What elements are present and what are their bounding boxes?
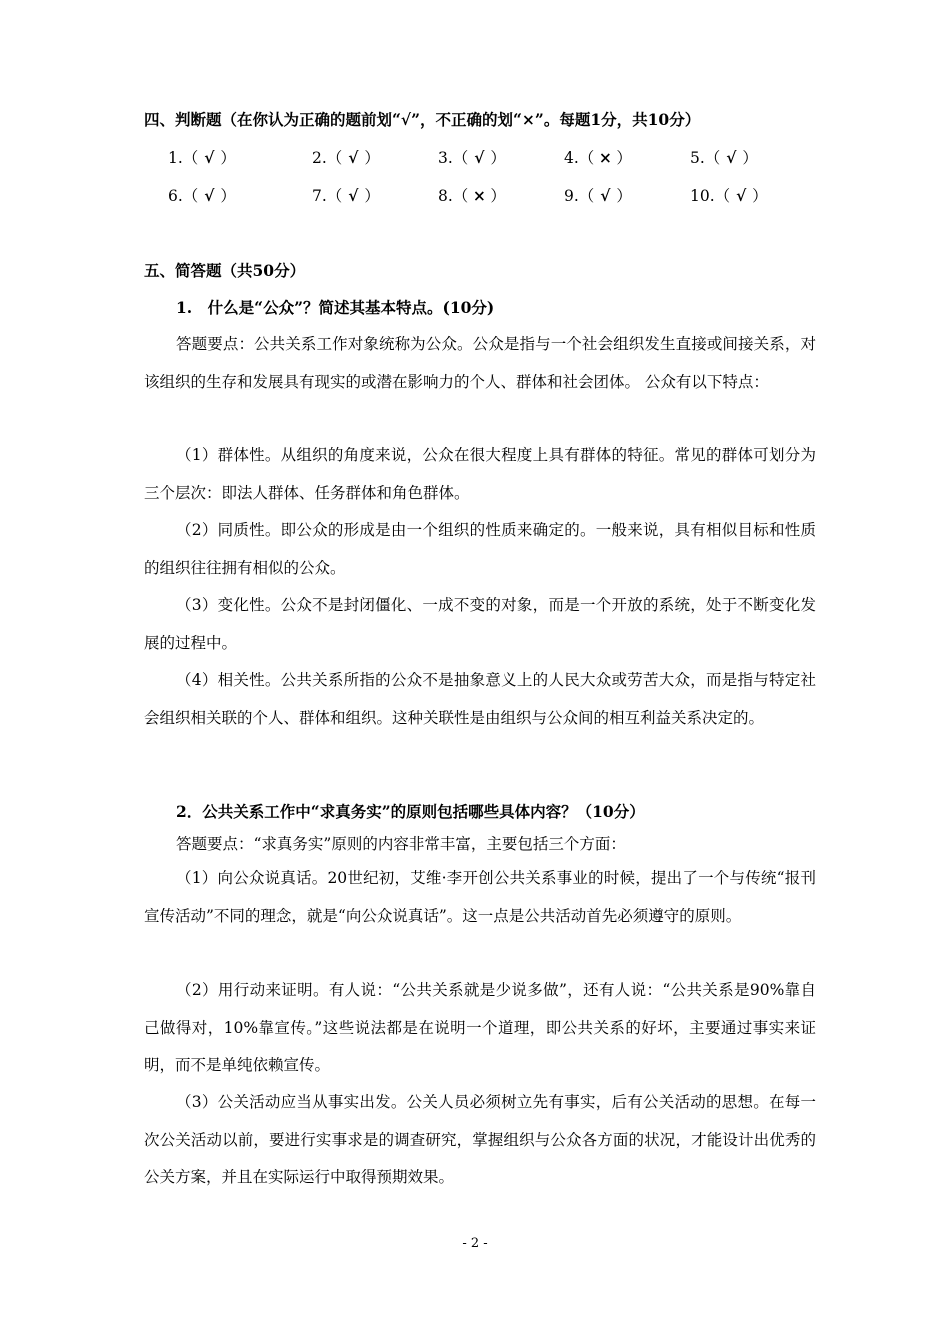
answer-item: 4.（ × ） [564, 148, 632, 167]
answer-item: 6.（ √ ） [168, 186, 236, 205]
section4-title: 四、判断题（在你认为正确的题前划“√”，不正确的划“×”。每题1分，共10分） [144, 110, 701, 129]
answer-item: 7.（ √ ） [312, 186, 380, 205]
q2-point-3: （3）公关活动应当从事实出发。公关人员必须树立先有事实，后有公关活动的思想。在每一次公关活动以前，要进行实事求是的调查研究，掌握组织与公众各方面的状况，才能设计出优秀的公关方案，并且在实际运行中取得预期效果。 [144, 1093, 816, 1186]
answer-number: 7. [312, 187, 327, 205]
q2-point-1: （1）向公众说真话。20世纪初，艾维·李开创公共关系事业的时候，提出了一个与传统“报刊宣传活动”不同的理念，就是“向公众说真话”。这一点是公共活动首先必须遵守的原则。 [144, 869, 816, 925]
answer-item: 2.（ √ ） [312, 148, 380, 167]
answer-number: 6. [168, 187, 183, 205]
answer-mark: × [598, 148, 612, 167]
answer-number: 1. [168, 149, 183, 167]
answer-mark: √ [736, 186, 747, 205]
q2-question: 2．公共关系工作中“求真务实”的原则包括哪些具体内容？（10分） [176, 802, 645, 821]
q1-point-3: （3）变化性。公众不是封闭僵化、一成不变的对象，而是一个开放的系统，处于不断变化发展的过程中。 [144, 596, 816, 652]
answer-item: 3.（ √ ） [438, 148, 506, 167]
answer-mark: × [472, 186, 486, 205]
page-number: - 2 - [462, 1236, 488, 1251]
q1-point-4: （4）相关性。公共关系所指的公众不是抽象意义上的人民大众或劳苦大众，而是指与特定社会组织相关联的个人、群体和组织。这种关联性是由组织与公众间的相互利益关系决定的。 [144, 671, 816, 727]
q2-intro: 答题要点：“求真务实”原则的内容非常丰富，主要包括三个方面： [176, 835, 626, 853]
answer-mark: √ [600, 186, 611, 205]
q1-point-2: （2）同质性。即公众的形成是由一个组织的性质来确定的。一般来说，具有相似目标和性质的组织往往拥有相似的公众。 [144, 521, 816, 577]
answer-number: 2. [312, 149, 327, 167]
answer-mark: √ [348, 148, 359, 167]
answer-number: 9. [564, 187, 579, 205]
q1-question: 1. 什么是“公众”？简述其基本特点。(10分) [176, 298, 495, 317]
answer-item: 1.（ √ ） [168, 148, 236, 167]
answer-mark: √ [204, 186, 215, 205]
answer-mark: √ [348, 186, 359, 205]
q2-point-2: （2）用行动来证明。有人说：“公共关系就是少说多做”，还有人说：“公共关系是90%靠自己做得对，10%靠宣传。”这些说法都是在说明一个道理，即公共关系的好坏，主要通过事实来证明，而不是单纯依赖宣传。 [144, 981, 816, 1074]
answer-item: 10.（ √ ） [690, 186, 768, 205]
answer-number: 8. [438, 187, 453, 205]
answer-item: 8.（ × ） [438, 186, 506, 205]
q1-intro: 答题要点：公共关系工作对象统称为公众。公众是指与一个社会组织发生直接或间接关系，对该组织的生存和发展具有现实的或潜在影响力的个人、群体和社会团体。 公众有以下特点： [144, 335, 816, 391]
answer-item: 5.（ √ ） [690, 148, 758, 167]
section5-title: 五、简答题（共50分） [144, 261, 306, 280]
answer-mark: √ [726, 148, 737, 167]
answer-number: 3. [438, 149, 453, 167]
answer-number: 5. [690, 149, 705, 167]
q1-point-1: （1）群体性。从组织的角度来说，公众在很大程度上具有群体的特征。常见的群体可划分为三个层次：即法人群体、任务群体和角色群体。 [144, 446, 816, 502]
answer-mark: √ [204, 148, 215, 167]
answer-item: 9.（ √ ） [564, 186, 632, 205]
answer-mark: √ [474, 148, 485, 167]
answer-number: 4. [564, 149, 579, 167]
answer-number: 10. [690, 187, 715, 205]
